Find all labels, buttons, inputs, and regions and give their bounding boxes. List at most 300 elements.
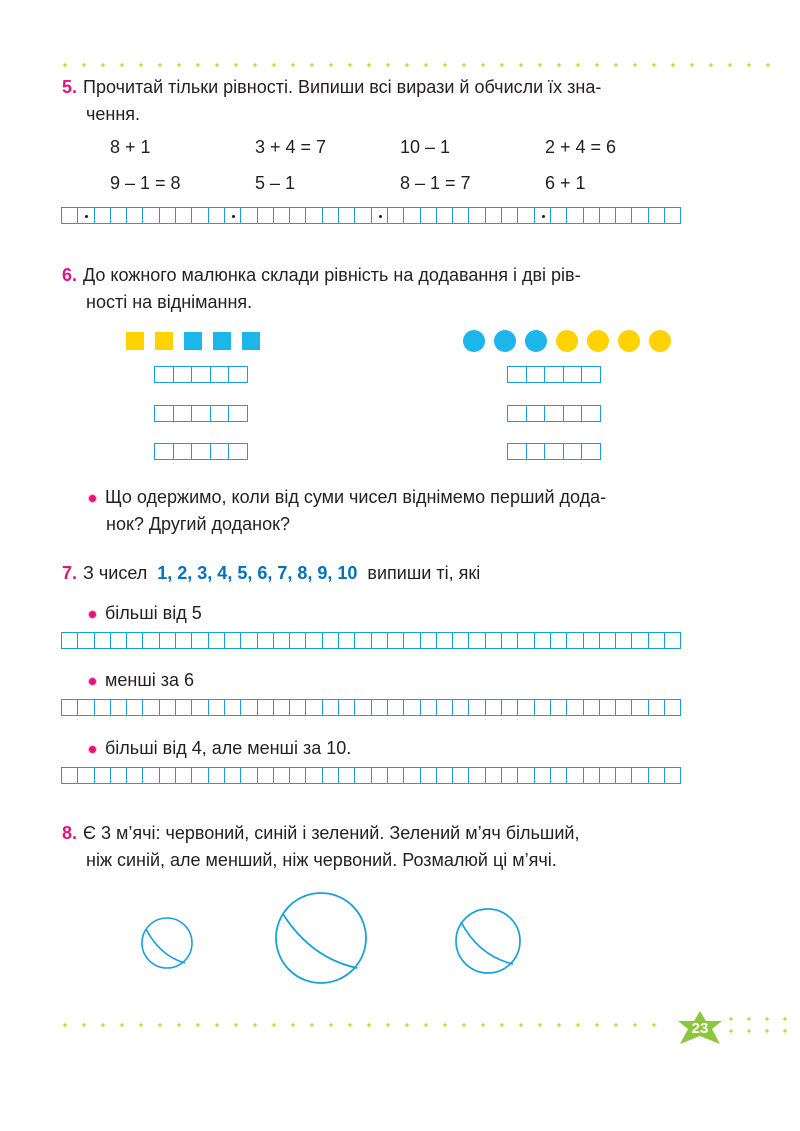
grid-cell[interactable] xyxy=(142,767,159,784)
grid-cell[interactable] xyxy=(631,767,648,784)
grid-cell[interactable] xyxy=(289,207,306,224)
grid-cell[interactable] xyxy=(468,699,485,716)
expression: 8 – 1 = 7 xyxy=(400,173,471,193)
task-6 xyxy=(62,262,722,316)
star-decoration xyxy=(537,1022,543,1028)
star-decoration xyxy=(290,62,296,68)
grid-cell[interactable] xyxy=(566,767,583,784)
grid-cell[interactable] xyxy=(273,632,290,649)
grid-cell[interactable] xyxy=(208,767,225,784)
grid-cell[interactable] xyxy=(452,767,469,784)
star-decoration xyxy=(385,62,391,68)
grid-cell[interactable] xyxy=(142,207,159,224)
colored-square xyxy=(184,332,202,350)
grid-cell[interactable] xyxy=(289,632,306,649)
grid-cell[interactable] xyxy=(436,207,453,224)
grid-cell[interactable] xyxy=(371,767,388,784)
grid-cell[interactable] xyxy=(257,632,274,649)
grid-cell[interactable] xyxy=(526,405,546,422)
star-decoration xyxy=(214,62,220,68)
grid-cell[interactable] xyxy=(563,366,583,383)
grid-cell[interactable] xyxy=(191,405,211,422)
grid-cell[interactable] xyxy=(550,632,567,649)
grid-cell[interactable] xyxy=(403,767,420,784)
expression: 10 – 1 xyxy=(400,137,451,157)
grid-cell[interactable] xyxy=(507,405,527,422)
star-decoration xyxy=(480,62,486,68)
grid-cell[interactable] xyxy=(191,443,211,460)
colored-circle xyxy=(649,330,671,352)
grid-cell[interactable] xyxy=(371,699,388,716)
task-7 xyxy=(62,560,722,587)
grid-cell[interactable] xyxy=(387,632,404,649)
colored-circle xyxy=(463,330,485,352)
star-decoration xyxy=(195,62,201,68)
grid-cell[interactable] xyxy=(631,207,648,224)
star-decoration xyxy=(214,1022,220,1028)
grid-cell[interactable] xyxy=(501,632,518,649)
grid-cell[interactable] xyxy=(599,767,616,784)
grid-cell[interactable] xyxy=(159,699,176,716)
star-decoration xyxy=(100,62,106,68)
colored-circle xyxy=(556,330,578,352)
task-text-line2: ніж синій, але менший, ніж червоний. Розмалюй ці м’ячі. xyxy=(86,850,557,870)
expression: 2 + 4 = 6 xyxy=(545,137,617,157)
grid-cell[interactable] xyxy=(354,207,371,224)
star-decoration xyxy=(746,1028,752,1034)
grid-cell[interactable] xyxy=(173,405,193,422)
grid-cell[interactable] xyxy=(583,632,600,649)
grid-cell[interactable] xyxy=(257,767,274,784)
grid-cell[interactable] xyxy=(94,699,111,716)
grid-cell[interactable] xyxy=(550,207,567,224)
grid-cell[interactable] xyxy=(224,699,241,716)
grid-cell[interactable] xyxy=(468,767,485,784)
grid-cell[interactable] xyxy=(517,767,534,784)
grid-cell[interactable] xyxy=(544,405,564,422)
grid-cell[interactable] xyxy=(154,405,174,422)
grid-cell[interactable] xyxy=(126,207,143,224)
grid-cell[interactable] xyxy=(110,767,127,784)
top-star-border xyxy=(0,58,800,72)
grid-cell[interactable] xyxy=(110,207,127,224)
grid-cell[interactable] xyxy=(452,632,469,649)
task-text-line2: чення. xyxy=(86,104,141,124)
grid-cell[interactable] xyxy=(526,366,546,383)
star-decoration xyxy=(309,62,315,68)
grid-cell[interactable] xyxy=(159,207,176,224)
star-decoration xyxy=(442,1022,448,1028)
grid-cell[interactable] xyxy=(126,767,143,784)
grid-cell[interactable] xyxy=(420,699,437,716)
grid-cell[interactable] xyxy=(507,366,527,383)
task-number: 6. xyxy=(62,265,78,285)
grid-cell[interactable] xyxy=(583,207,600,224)
task-text-line2: ності на віднімання. xyxy=(86,292,253,312)
grid-cell[interactable] xyxy=(452,699,469,716)
grid-cell[interactable] xyxy=(420,632,437,649)
grid-cell[interactable] xyxy=(534,699,551,716)
expression: 3 + 4 = 7 xyxy=(255,137,327,157)
grid-cell[interactable] xyxy=(257,207,274,224)
grid-cell[interactable] xyxy=(583,767,600,784)
star-decoration xyxy=(404,1022,410,1028)
star-decoration xyxy=(81,62,87,68)
star-decoration xyxy=(689,62,695,68)
grid-cell[interactable] xyxy=(154,443,174,460)
star-decoration xyxy=(233,62,239,68)
star-decoration xyxy=(442,62,448,68)
star-decoration xyxy=(708,62,714,68)
small-answer-grid[interactable] xyxy=(155,366,248,383)
grid-cell[interactable] xyxy=(485,767,502,784)
grid-cell[interactable] xyxy=(664,699,681,716)
grid-cell[interactable] xyxy=(550,767,567,784)
star-decoration xyxy=(423,1022,429,1028)
task-number: 5. xyxy=(62,77,78,97)
grid-cell[interactable] xyxy=(322,767,339,784)
star-decoration xyxy=(157,1022,163,1028)
grid-cell[interactable] xyxy=(485,699,502,716)
star-decoration xyxy=(670,62,676,68)
grid-cell[interactable] xyxy=(403,207,420,224)
grid-cell[interactable] xyxy=(210,366,230,383)
grid-cell[interactable] xyxy=(77,632,94,649)
grid-cell[interactable] xyxy=(305,699,322,716)
task-text-line1: Є 3 м’ячі: червоний, синій і зелений. Зелений м’яч більший, xyxy=(83,823,580,843)
grid-cell[interactable] xyxy=(615,767,632,784)
condition-2 xyxy=(88,667,728,694)
grid-cell[interactable] xyxy=(403,699,420,716)
star-decoration xyxy=(556,62,562,68)
grid-cell[interactable] xyxy=(664,767,681,784)
grid-cell[interactable] xyxy=(664,207,681,224)
grid-cell[interactable] xyxy=(615,207,632,224)
grid-cell[interactable] xyxy=(517,699,534,716)
grid-cell[interactable] xyxy=(664,632,681,649)
grid-cell[interactable] xyxy=(501,699,518,716)
grid-cell[interactable] xyxy=(371,207,388,224)
grid-cell[interactable] xyxy=(354,632,371,649)
task-8 xyxy=(62,820,722,874)
colored-circle xyxy=(525,330,547,352)
grid-cell[interactable] xyxy=(387,207,404,224)
grid-cell[interactable] xyxy=(210,443,230,460)
number-list: 1, 2, 3, 4, 5, 6, 7, 8, 9, 10 xyxy=(157,563,358,583)
task-number: 7. xyxy=(62,563,78,583)
grid-cell[interactable] xyxy=(305,632,322,649)
grid-cell[interactable] xyxy=(61,699,78,716)
grid-cell[interactable] xyxy=(240,207,257,224)
grid-cell[interactable] xyxy=(77,699,94,716)
grid-cell[interactable] xyxy=(175,699,192,716)
grid-cell[interactable] xyxy=(159,767,176,784)
grid-cell[interactable] xyxy=(210,405,230,422)
grid-cell[interactable] xyxy=(371,632,388,649)
grid-cell[interactable] xyxy=(468,632,485,649)
grid-cell[interactable] xyxy=(191,767,208,784)
grid-cell[interactable] xyxy=(228,443,248,460)
grid-cell[interactable] xyxy=(501,767,518,784)
grid-cell[interactable] xyxy=(436,767,453,784)
grid-cell[interactable] xyxy=(387,767,404,784)
star-decoration xyxy=(309,1022,315,1028)
colored-square xyxy=(242,332,260,350)
grid-cell[interactable] xyxy=(322,207,339,224)
grid-cell[interactable] xyxy=(208,207,225,224)
star-decoration xyxy=(480,1022,486,1028)
grid-cell[interactable] xyxy=(289,699,306,716)
star-decoration xyxy=(728,1028,734,1034)
bullet-icon xyxy=(88,494,97,503)
colored-square xyxy=(213,332,231,350)
grid-cell[interactable] xyxy=(154,366,174,383)
grid-cell[interactable] xyxy=(534,632,551,649)
grid-cell[interactable] xyxy=(273,207,290,224)
star-decoration xyxy=(176,1022,182,1028)
grid-cell[interactable] xyxy=(581,405,601,422)
grid-cell[interactable] xyxy=(550,699,567,716)
grid-cell[interactable] xyxy=(175,207,192,224)
grid-cell[interactable] xyxy=(648,632,665,649)
star-decoration xyxy=(746,62,752,68)
grid-cell[interactable] xyxy=(224,207,241,224)
grid-cell[interactable] xyxy=(420,767,437,784)
star-decoration xyxy=(119,62,125,68)
grid-cell[interactable] xyxy=(526,443,546,460)
colored-circle xyxy=(587,330,609,352)
medium-ball[interactable] xyxy=(453,906,523,976)
grid-cell[interactable] xyxy=(305,207,322,224)
star-decoration xyxy=(499,1022,505,1028)
grid-cell[interactable] xyxy=(563,405,583,422)
grid-cell[interactable] xyxy=(126,632,143,649)
star-decoration xyxy=(518,62,524,68)
colored-square xyxy=(126,332,144,350)
star-decoration xyxy=(423,62,429,68)
grid-cell[interactable] xyxy=(173,443,193,460)
grid-cell[interactable] xyxy=(566,207,583,224)
answer-grid[interactable] xyxy=(62,632,681,649)
grid-cell[interactable] xyxy=(599,699,616,716)
star-decoration xyxy=(119,1022,125,1028)
grid-cell[interactable] xyxy=(208,699,225,716)
small-ball[interactable] xyxy=(140,916,194,970)
grid-cell[interactable] xyxy=(354,767,371,784)
grid-cell[interactable] xyxy=(208,632,225,649)
grid-cell[interactable] xyxy=(224,632,241,649)
grid-cell[interactable] xyxy=(403,632,420,649)
condition-text: менші за 6 xyxy=(105,670,195,690)
grid-cell[interactable] xyxy=(517,207,534,224)
grid-cell[interactable] xyxy=(110,699,127,716)
answer-grid[interactable] xyxy=(62,699,681,716)
grid-cell[interactable] xyxy=(563,443,583,460)
grid-cell[interactable] xyxy=(583,699,600,716)
star-decoration xyxy=(366,62,372,68)
star-decoration xyxy=(746,1016,752,1022)
grid-cell[interactable] xyxy=(566,699,583,716)
grid-cell[interactable] xyxy=(142,699,159,716)
star-decoration xyxy=(195,1022,201,1028)
condition-1 xyxy=(88,600,728,627)
star-decoration xyxy=(100,1022,106,1028)
grid-cell[interactable] xyxy=(338,207,355,224)
star-decoration xyxy=(764,1028,770,1034)
small-answer-grid[interactable] xyxy=(155,443,248,460)
star-decoration xyxy=(252,1022,258,1028)
small-answer-grid[interactable] xyxy=(508,443,601,460)
bullet-icon xyxy=(88,610,97,619)
grid-cell[interactable] xyxy=(631,699,648,716)
grid-cell[interactable] xyxy=(273,767,290,784)
grid-cell[interactable] xyxy=(61,767,78,784)
grid-cell[interactable] xyxy=(305,767,322,784)
grid-cell[interactable] xyxy=(289,767,306,784)
grid-cell[interactable] xyxy=(648,767,665,784)
expression: 6 + 1 xyxy=(545,173,586,193)
grid-cell[interactable] xyxy=(61,207,78,224)
grid-cell[interactable] xyxy=(61,632,78,649)
grid-cell[interactable] xyxy=(322,632,339,649)
grid-cell[interactable] xyxy=(257,699,274,716)
colored-circle xyxy=(494,330,516,352)
star-decoration xyxy=(499,62,505,68)
grid-cell[interactable] xyxy=(420,207,437,224)
grid-cell[interactable] xyxy=(126,699,143,716)
grid-cell[interactable] xyxy=(110,632,127,649)
grid-cell[interactable] xyxy=(191,632,208,649)
star-decoration xyxy=(632,1022,638,1028)
grid-cell[interactable] xyxy=(224,767,241,784)
grid-cell[interactable] xyxy=(228,366,248,383)
star-decoration xyxy=(328,62,334,68)
task-5 xyxy=(62,74,722,128)
grid-cell[interactable] xyxy=(566,632,583,649)
star-decoration xyxy=(556,1022,562,1028)
grid-cell[interactable] xyxy=(240,632,257,649)
task-text-line1: Прочитай тільки рівності. Випиши всі вирази й обчисли їх зна- xyxy=(83,77,602,97)
bullet-icon xyxy=(88,745,97,754)
grid-cell[interactable] xyxy=(436,632,453,649)
question-line2: нок? Другий доданок? xyxy=(106,514,290,534)
star-decoration xyxy=(765,62,771,68)
grid-cell[interactable] xyxy=(534,207,551,224)
grid-cell[interactable] xyxy=(338,699,355,716)
small-answer-grid[interactable] xyxy=(508,366,601,383)
grid-cell[interactable] xyxy=(452,207,469,224)
star-decoration xyxy=(782,1028,788,1034)
question-line1: Що одержимо, коли від суми чисел віднімемо перший дода- xyxy=(105,487,607,507)
star-decoration xyxy=(347,1022,353,1028)
condition-text: більші від 4, але менші за 10. xyxy=(105,738,352,758)
star-decoration xyxy=(764,1016,770,1022)
grid-cell[interactable] xyxy=(436,699,453,716)
star-decoration xyxy=(62,1022,68,1028)
grid-cell[interactable] xyxy=(191,207,208,224)
grid-cell[interactable] xyxy=(142,632,159,649)
grid-cell[interactable] xyxy=(507,443,527,460)
grid-cell[interactable] xyxy=(501,207,518,224)
expression: 8 + 1 xyxy=(110,137,151,157)
grid-cell[interactable] xyxy=(175,767,192,784)
star-decoration xyxy=(613,1022,619,1028)
answer-grid[interactable] xyxy=(62,767,681,784)
grid-cell[interactable] xyxy=(240,699,257,716)
grid-cell[interactable] xyxy=(159,632,176,649)
grid-cell[interactable] xyxy=(175,632,192,649)
grid-cell[interactable] xyxy=(228,405,248,422)
star-decoration xyxy=(594,62,600,68)
star-decoration xyxy=(651,62,657,68)
star-decoration xyxy=(594,1022,600,1028)
grid-cell[interactable] xyxy=(485,207,502,224)
star-decoration xyxy=(271,1022,277,1028)
grid-cell[interactable] xyxy=(615,632,632,649)
star-decoration xyxy=(727,62,733,68)
grid-cell[interactable] xyxy=(273,699,290,716)
grid-cell[interactable] xyxy=(387,699,404,716)
grid-cell[interactable] xyxy=(648,699,665,716)
grid-cell[interactable] xyxy=(534,767,551,784)
star-decoration xyxy=(575,62,581,68)
grid-cell[interactable] xyxy=(94,632,111,649)
grid-cell[interactable] xyxy=(581,443,601,460)
star-decoration xyxy=(138,1022,144,1028)
star-decoration xyxy=(138,62,144,68)
page-number-badge xyxy=(676,1011,724,1045)
grid-cell[interactable] xyxy=(354,699,371,716)
grid-cell[interactable] xyxy=(322,699,339,716)
expression: 5 – 1 xyxy=(255,173,296,193)
grid-cell[interactable] xyxy=(544,443,564,460)
colored-circle xyxy=(618,330,640,352)
grid-cell[interactable] xyxy=(77,767,94,784)
small-answer-grid[interactable] xyxy=(508,405,601,422)
grid-cell[interactable] xyxy=(599,207,616,224)
small-answer-grid[interactable] xyxy=(155,405,248,422)
star-decoration xyxy=(461,1022,467,1028)
grid-cell[interactable] xyxy=(338,632,355,649)
grid-cell[interactable] xyxy=(648,207,665,224)
star-decoration xyxy=(81,1022,87,1028)
grid-cell[interactable] xyxy=(615,699,632,716)
grid-cell[interactable] xyxy=(517,632,534,649)
grid-cell[interactable] xyxy=(468,207,485,224)
star-decoration xyxy=(271,62,277,68)
grid-cell[interactable] xyxy=(94,767,111,784)
answer-grid[interactable] xyxy=(62,207,681,224)
large-ball[interactable] xyxy=(273,890,369,986)
grid-cell[interactable] xyxy=(544,366,564,383)
star-decoration xyxy=(366,1022,372,1028)
star-decoration xyxy=(62,62,68,68)
grid-cell[interactable] xyxy=(94,207,111,224)
grid-cell[interactable] xyxy=(191,699,208,716)
star-decoration xyxy=(728,1016,734,1022)
grid-cell[interactable] xyxy=(581,366,601,383)
grid-cell[interactable] xyxy=(191,366,211,383)
grid-cell[interactable] xyxy=(240,767,257,784)
grid-cell[interactable] xyxy=(485,632,502,649)
grid-cell[interactable] xyxy=(599,632,616,649)
grid-cell[interactable] xyxy=(338,767,355,784)
star-decoration xyxy=(575,1022,581,1028)
grid-cell[interactable] xyxy=(631,632,648,649)
grid-cell[interactable] xyxy=(173,366,193,383)
star-decoration xyxy=(537,62,543,68)
grid-cell[interactable] xyxy=(77,207,94,224)
